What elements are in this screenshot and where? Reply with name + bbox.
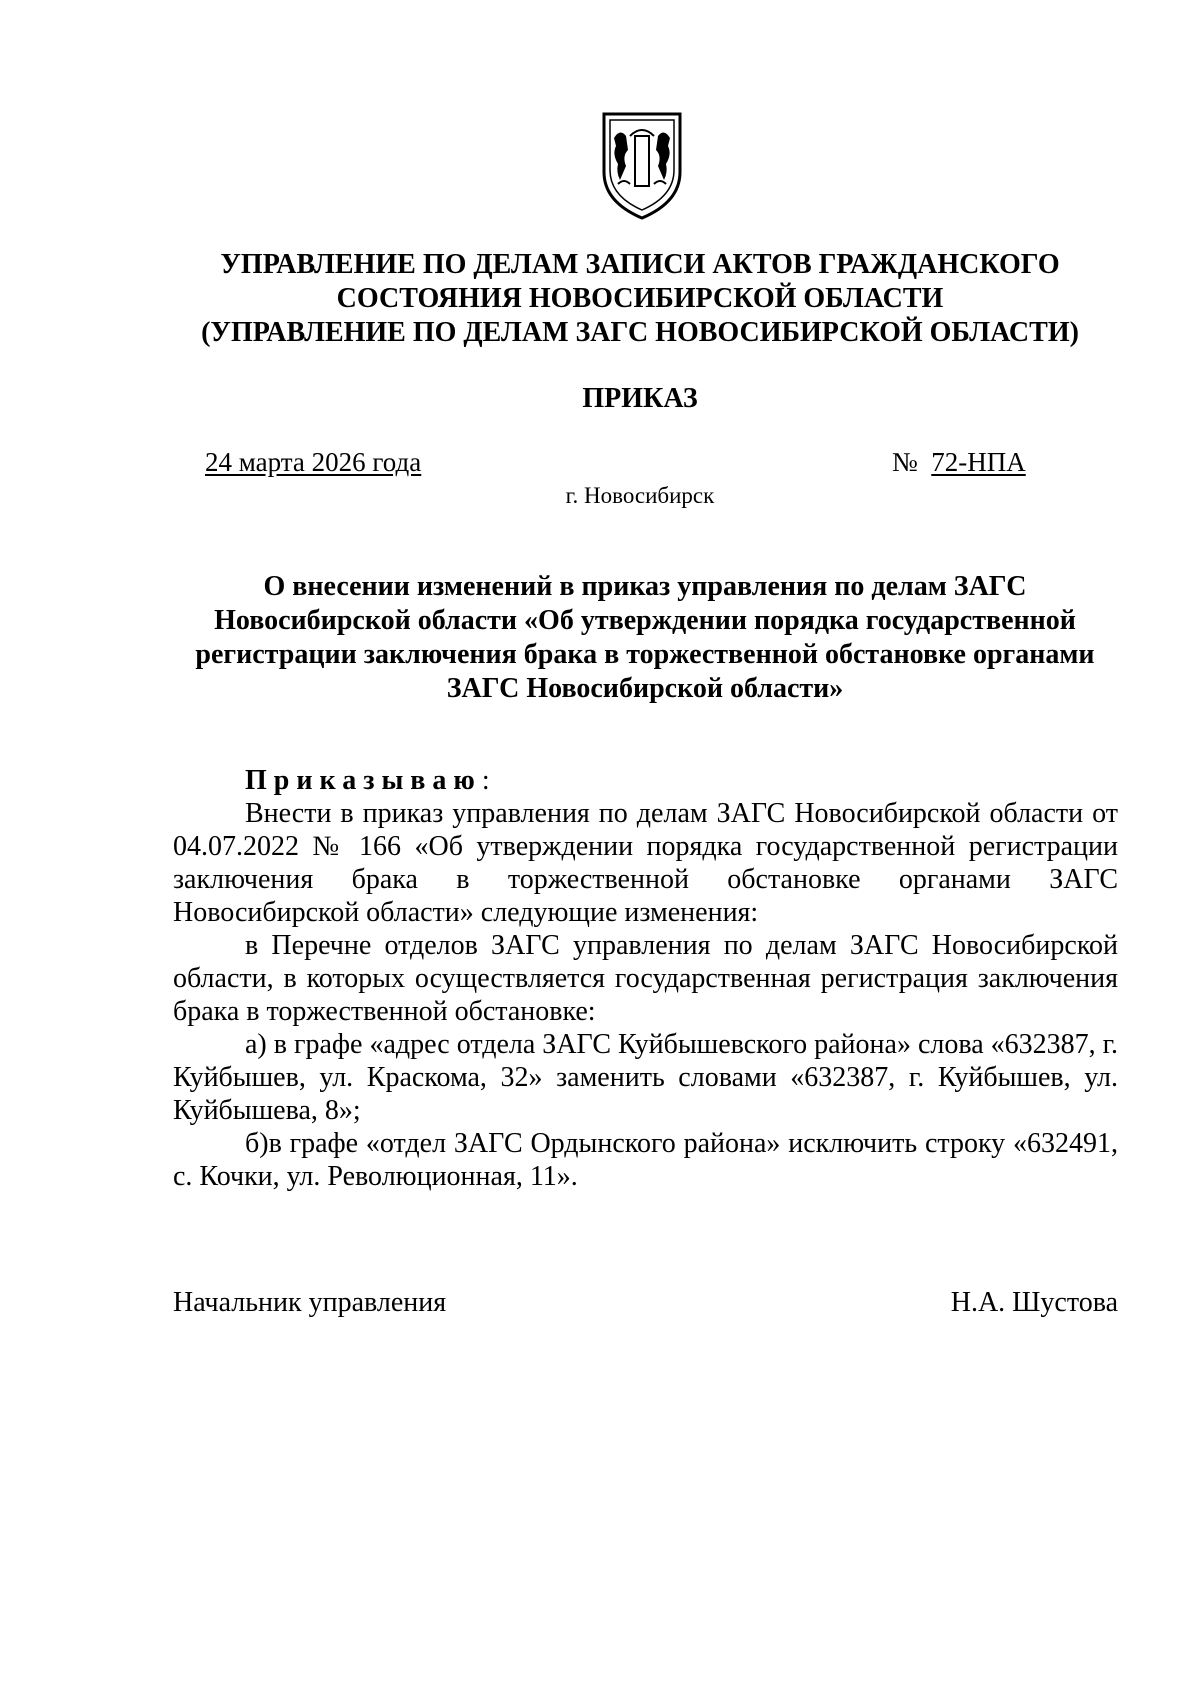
- org-line: УПРАВЛЕНИЕ ПО ДЕЛАМ ЗАПИСИ АКТОВ ГРАЖДАНСКОГО: [220, 249, 1060, 280]
- signer-name: Н.А. Шустова: [950, 1287, 1118, 1318]
- document-date: 24 марта 2026 года: [205, 447, 422, 477]
- number-value: 72-НПА: [931, 447, 1026, 477]
- body-paragraph: б)в графе «отдел ЗАГС Ордынского района» исключить строку «632491, с. Кочки, ул. Революционная, 11».: [173, 1128, 1118, 1192]
- number-label: №: [892, 447, 918, 477]
- body-paragraph: а) в графе «адрес отдела ЗАГС Куйбышевского района» слова «632387, г. Куйбышев, ул. Краскома, 32» заменить словами «632387, г. Куйбышев, ул. Куйбышева, 8»;: [173, 1029, 1118, 1126]
- directive-colon: :: [481, 765, 490, 796]
- document-city: г. Новосибирск: [565, 483, 715, 508]
- subject-line: О внесении изменений в приказ управления по делам ЗАГС: [263, 571, 1027, 602]
- body-paragraph: в Перечне отделов ЗАГС управления по делам ЗАГС Новосибирской области, в которых осуществляется государственная регистрация заключения брака в торжественной обстановке:: [173, 930, 1118, 1027]
- org-line: (УПРАВЛЕНИЕ ПО ДЕЛАМ ЗАГС НОВОСИБИРСКОЙ ОБЛАСТИ): [201, 317, 1079, 348]
- document-body: [173, 764, 1118, 1193]
- document-subject: [170, 570, 1120, 706]
- document-type: ПРИКАЗ: [582, 383, 698, 414]
- subject-line: регистрации заключения брака в торжественной обстановке органами: [195, 639, 1095, 670]
- organization-name: [160, 248, 1120, 350]
- subject-line: ЗАГС Новосибирской области»: [446, 673, 844, 704]
- document-number: [892, 446, 1026, 478]
- directive-paragraph: [173, 764, 1118, 797]
- signer-title: Начальник управления: [173, 1287, 447, 1318]
- org-line: СОСТОЯНИЯ НОВОСИБИРСКОЙ ОБЛАСТИ: [336, 283, 944, 314]
- body-paragraph: Внести в приказ управления по делам ЗАГС Новосибирской области от 04.07.2022 № 166 «Об утверждении порядка государственной регистрации заключения брака в торжественной обстановке органами ЗАГС Новосибирской области» следующие изменения:: [173, 798, 1118, 928]
- subject-line: Новосибирской области «Об утверждении порядка государственной: [214, 605, 1076, 636]
- coat-of-arms-icon: [600, 110, 684, 222]
- directive-word: Приказываю: [245, 765, 482, 796]
